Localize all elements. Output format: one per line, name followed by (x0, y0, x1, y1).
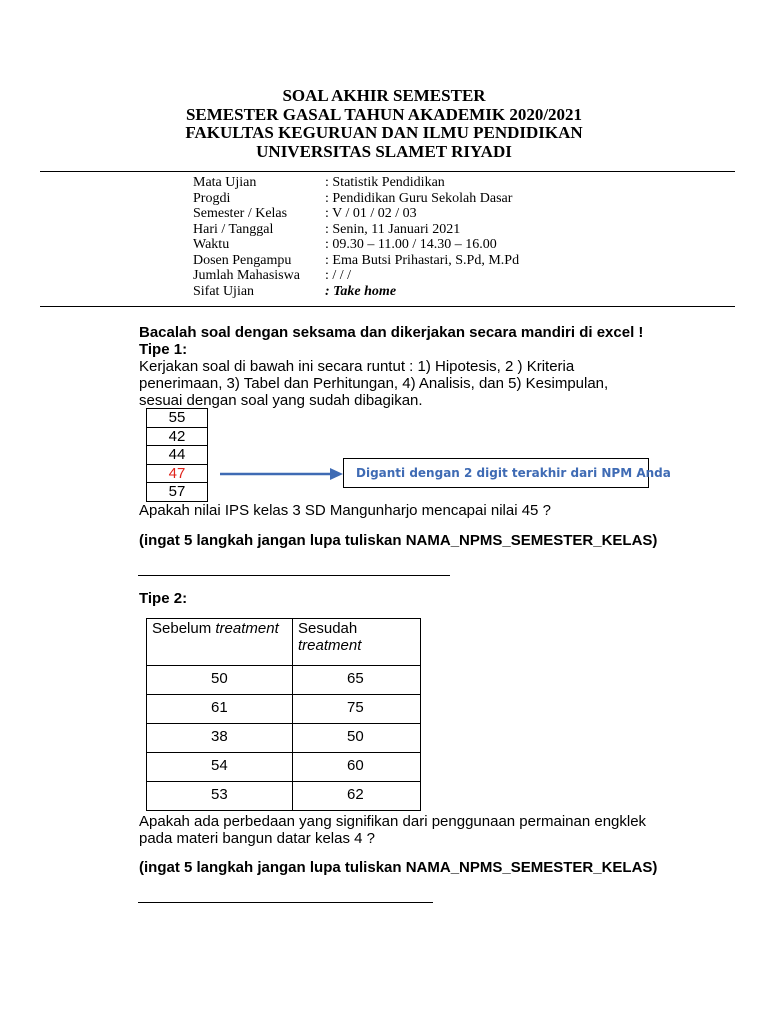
info-value: : Statistik Pendidikan (325, 175, 445, 190)
instruction: Bacalah soal dengan seksama dan dikerjakan secara mandiri di excel ! (139, 324, 644, 341)
table-row (147, 724, 421, 753)
before-value: 50 (211, 670, 228, 687)
tipe2-title: Tipe 2: (139, 590, 188, 607)
answer-line (138, 902, 433, 903)
info-label: Jumlah Mahasiswa (193, 268, 300, 283)
after-value: 75 (347, 699, 364, 716)
info-label: Progdi (193, 190, 231, 206)
npm-note: Diganti dengan 2 digit terakhir dari NPM Anda (343, 458, 649, 488)
answer-line (138, 575, 450, 576)
tipe1-question: Apakah nilai IPS kelas 3 SD Mangunharjo mencapai nilai 45 ? (139, 502, 551, 519)
tipe2-question-line2: pada materi bangun datar kelas 4 ? (139, 830, 375, 847)
info-value: : / / / (325, 268, 352, 283)
tipe1-reminder: (ingat 5 langkah jangan lupa tuliskan NAMA_NPMS_SEMESTER_KELAS) (139, 532, 658, 549)
header-text: Sebelum (152, 620, 216, 637)
info-label: Dosen Pengampu (193, 252, 292, 268)
exam-header (0, 87, 768, 161)
info-label: Waktu (193, 237, 230, 252)
value-cell: 42 (147, 427, 208, 446)
bottom-divider (40, 306, 735, 307)
header-text: Sesudah (298, 620, 358, 637)
info-label: Hari / Tanggal (193, 221, 274, 237)
table-row (147, 753, 421, 782)
value-cell: 44 (147, 446, 208, 465)
info-label: Mata Ujian (193, 175, 257, 190)
info-value: : Ema Butsi Prihastari, S.Pd, M.Pd (325, 252, 520, 268)
info-value: : Senin, 11 Januari 2021 (325, 221, 461, 237)
header-italic: treatment (298, 637, 362, 654)
value-cell: 55 (147, 409, 208, 428)
header-faculty: FAKULTAS KEGURUAN DAN ILMU PENDIDIKAN (185, 123, 583, 142)
before-value: 61 (211, 699, 228, 716)
tipe1-desc-line2: penerimaan, 3) Tabel dan Perhitungan, 4) Analisis, dan 5) Kesimpulan, (139, 375, 609, 392)
info-value: : Pendidikan Guru Sekolah Dasar (325, 190, 513, 206)
tipe1-desc-line3: sesuai dengan soal yang sudah dibagikan. (139, 392, 423, 409)
before-value: 53 (211, 786, 228, 803)
table-row (147, 695, 421, 724)
after-value: 50 (347, 728, 364, 745)
highlighted-value-cell: 47 (147, 464, 208, 483)
info-label: Sifat Ujian (193, 283, 255, 299)
info-value: : V / 01 / 02 / 03 (325, 206, 417, 221)
info-value: : 09.30 – 11.00 / 14.30 – 16.00 (325, 237, 497, 252)
after-value: 62 (347, 786, 364, 803)
info-value: : Take home (325, 283, 397, 299)
tipe2-question-line1: Apakah ada perbedaan yang signifikan dari penggunaan permainan engklek (139, 813, 647, 830)
table-row (147, 782, 421, 811)
tipe1-desc-line1: Kerjakan soal di bawah ini secara runtut : 1) Hipotesis, 2 ) Kriteria (139, 358, 575, 375)
tipe2-reminder: (ingat 5 langkah jangan lupa tuliskan NAMA_NPMS_SEMESTER_KELAS) (139, 859, 658, 876)
value-cell: 57 (147, 483, 208, 502)
header-italic: treatment (215, 620, 279, 637)
header-semester: SEMESTER GASAL TAHUN AKADEMIK 2020/2021 (185, 104, 583, 124)
after-value: 65 (347, 670, 364, 687)
after-value: 60 (347, 757, 364, 774)
before-value: 54 (211, 757, 228, 774)
info-label: Semester / Kelas (193, 206, 288, 221)
column-header-before (147, 619, 293, 666)
tipe1-title: Tipe 1: (139, 341, 188, 358)
table-row (147, 666, 421, 695)
before-value: 38 (211, 728, 228, 745)
header-title: SOAL AKHIR SEMESTER (282, 86, 486, 105)
tipe2-table (146, 618, 421, 811)
top-divider (40, 171, 735, 172)
tipe1-values-table (146, 408, 208, 502)
header-university: UNIVERSITAS SLAMET RIYADI (256, 141, 512, 161)
arrow-right-icon (220, 466, 344, 482)
column-header-after (293, 619, 421, 666)
